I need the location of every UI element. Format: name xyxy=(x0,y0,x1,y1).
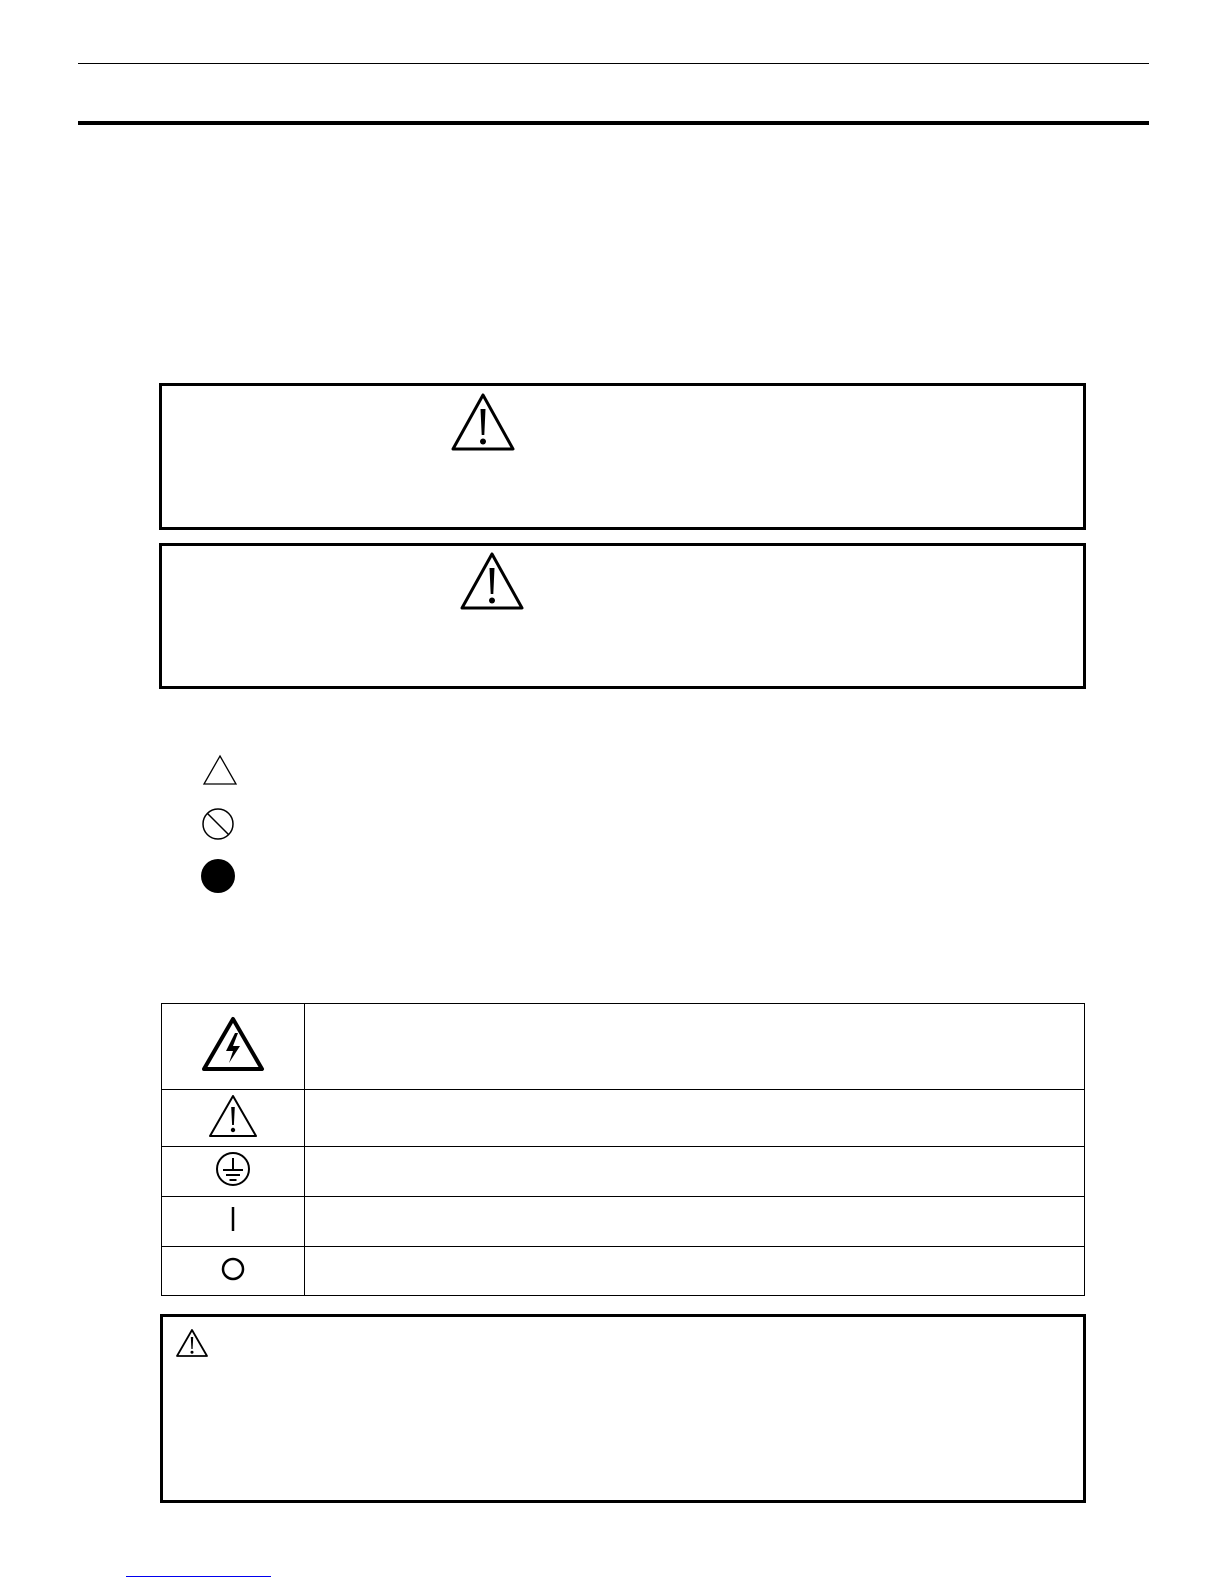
header-rule xyxy=(78,63,1149,64)
protective-earth-icon xyxy=(215,1151,251,1187)
mandatory-filled-circle-icon xyxy=(199,857,237,895)
warning-triangle-icon xyxy=(458,550,526,612)
table-description xyxy=(305,1197,1085,1247)
table-description xyxy=(305,1147,1085,1197)
table-icon-cell xyxy=(162,1004,305,1090)
table-icon-cell xyxy=(162,1147,305,1197)
table-row xyxy=(162,1197,1085,1247)
footer-link-underline[interactable] xyxy=(126,1576,271,1577)
warning-note-box xyxy=(160,1314,1086,1503)
symbol-table xyxy=(161,1003,1085,1296)
table-row xyxy=(162,1247,1085,1296)
table-description xyxy=(305,1004,1085,1090)
warning-triangle-icon xyxy=(449,391,517,453)
caution-box xyxy=(159,543,1086,689)
warning-box xyxy=(159,383,1086,530)
table-row xyxy=(162,1090,1085,1147)
table-row xyxy=(162,1004,1085,1090)
table-row xyxy=(162,1147,1085,1197)
warning-triangle-icon xyxy=(207,1093,259,1139)
title-rule xyxy=(78,121,1149,125)
table-description xyxy=(305,1247,1085,1296)
power-on-icon xyxy=(228,1205,238,1233)
table-icon-cell xyxy=(162,1247,305,1296)
table-description xyxy=(305,1090,1085,1147)
caution-triangle-outline-icon xyxy=(202,754,238,786)
prohibited-circle-icon xyxy=(201,807,235,841)
warning-triangle-icon xyxy=(175,1328,209,1358)
table-icon-cell xyxy=(162,1197,305,1247)
power-off-icon xyxy=(220,1256,246,1282)
table-icon-cell xyxy=(162,1090,305,1147)
high-voltage-warning-icon xyxy=(200,1015,266,1073)
